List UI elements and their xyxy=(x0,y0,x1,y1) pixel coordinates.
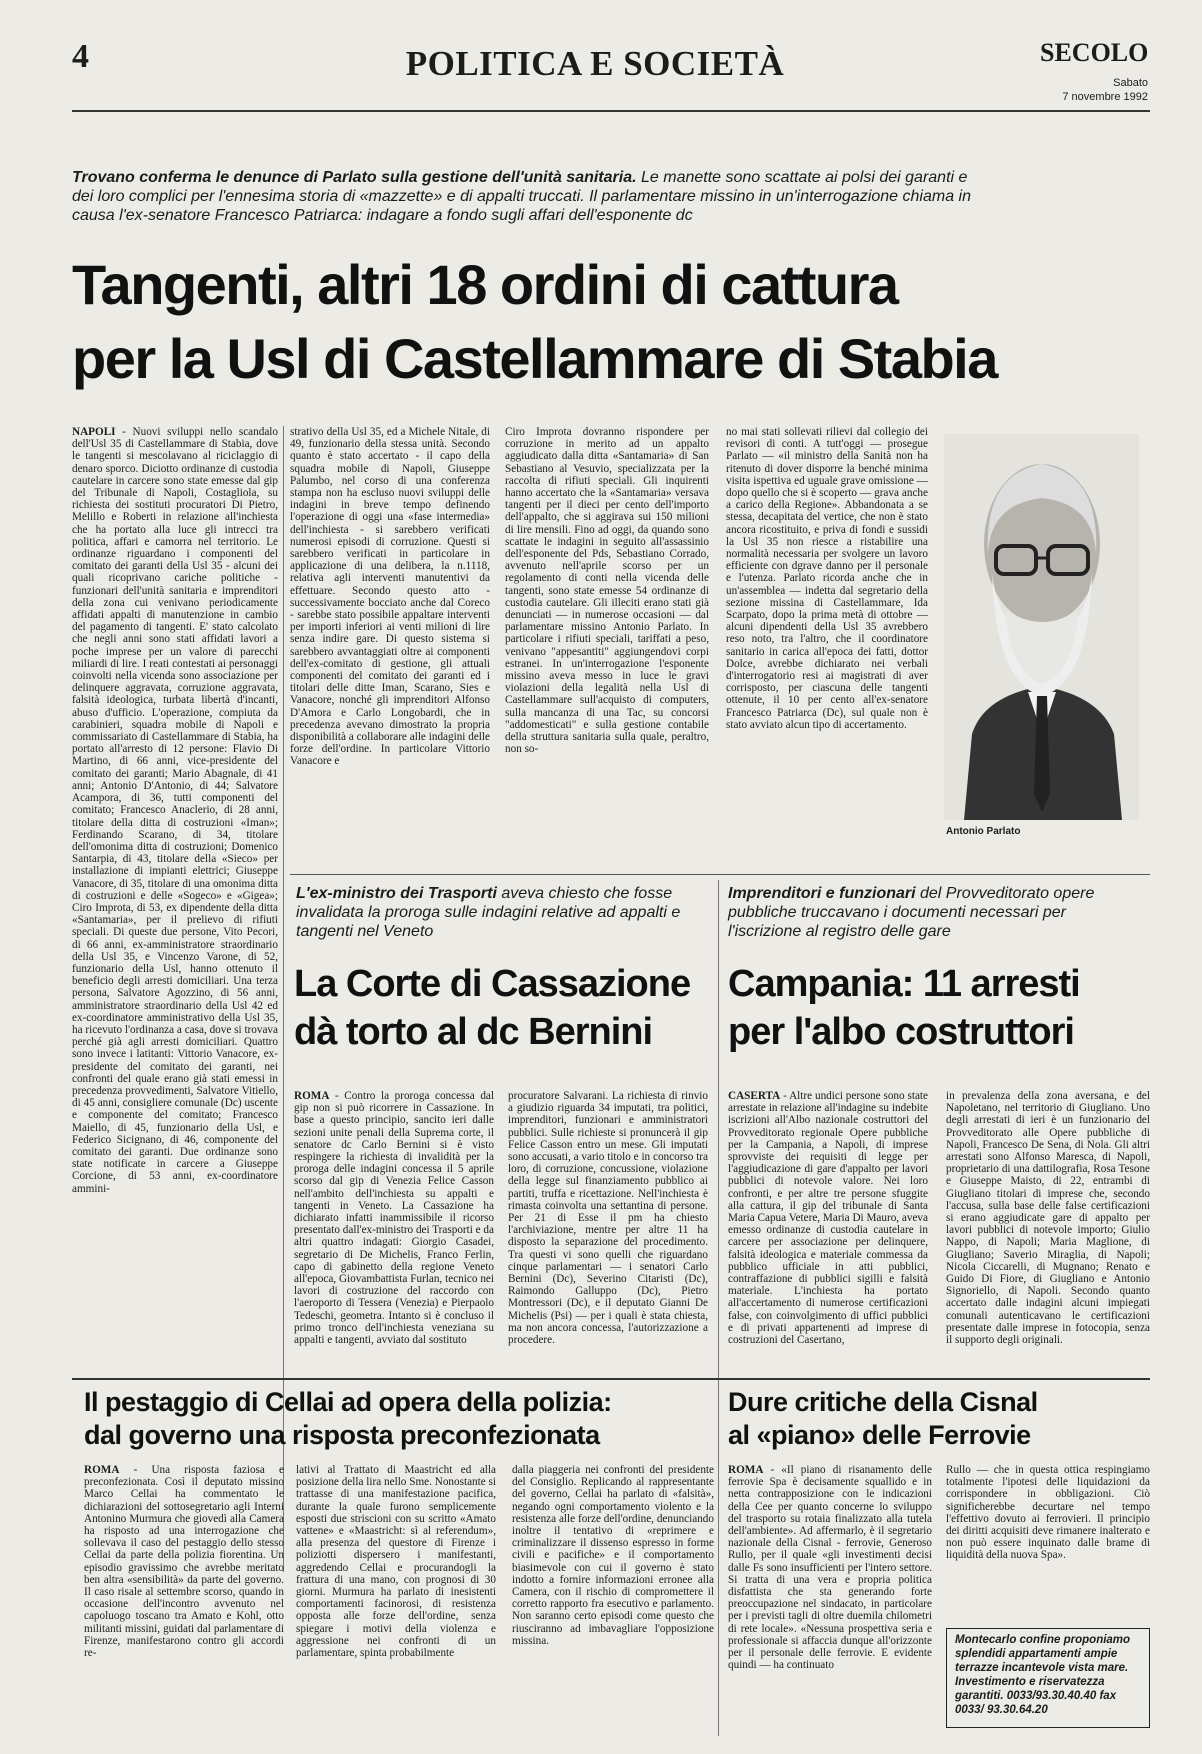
story2-headline-line2: dà torto al dc Bernini xyxy=(294,1011,653,1053)
story2-kicker xyxy=(296,884,706,941)
masthead-logo: SECOLO xyxy=(1040,38,1149,67)
story2-kicker-bold: L'ex-ministro dei Trasporti xyxy=(296,885,497,902)
main-kicker-bold: Trovano conferma le denunce di Parlato sulla gestione dell'unità sanitaria. xyxy=(72,169,637,186)
story2-dateline: ROMA xyxy=(294,1090,330,1102)
story2-col2: procuratore Salvarani. La richiesta di rinvio a giudizio riguarda 34 imputati, tra politici, imprenditori, funzionari e amministratori pubblici. Sulle richieste si pronuncerà il gip Felice Casson entro un mese. Gli imputati sono accusati, a vario titolo e in concorso tra loro, di corruzione, concussione, violazione della legge sul finanziamento pubblico ai partiti, truffa e ricettazione. Nell'inchiesta è rimasta coinvolta una settantina di persone. Per 21 di Esse il pm ha chiesto l'archiviazione, mentre per altre 11 ha disposto la separazione del procedimento. Tra questi vi sono quelli che riguardano cinque parlamentari — i senatori Carlo Bernini (Dc), Severino Citaristi (Dc), Raimondo Galluppo (Dc), Pietro Montressori (Dc), e il deputato Gianni De Michelis (Psi) — per i quali è stata chiesta, ma non ancora concessa, l'autorizzazione a procedere. xyxy=(508,1090,708,1347)
column-rule xyxy=(718,1384,719,1736)
story2-headline xyxy=(294,960,714,1056)
photo-caption: Antonio Parlato xyxy=(946,826,1021,837)
main-dateline: NAPOLI xyxy=(72,426,116,438)
story5-headline-line1: Dure critiche della Cisnal xyxy=(728,1387,1038,1417)
story3-kicker-rest: del Provveditorato opere pubbliche truccavano i documenti necessari per l'iscrizione al registro delle gare xyxy=(728,885,1095,940)
main-article-col2: strativo della Usl 35, ed a Michele Nitale, di 49, funzionario della stessa unità. Secondo quanto è stato accertato - il capo della squadra mobile di Napoli, Giuseppe Palumbo, nel corso di una conferenza stampa non ha escluso nuovi sviluppi delle indagini in breve tempo definendo l'operazione di oggi una «fase intermedia» dell'inchiesta - si sarebbero verificati numerosi episodi di corruzione. Questi si sarebbero verificati in particolare in applicazione di una delibera, la n.1118, relativa agli interventi manutentivi da effettuare. Secondo questo atto - successivamente bocciato anche dal Coreco - sarebbe stato possibile appaltare interventi per importi inferiori ai venti milioni di lire senza indire gare. Di questo sistema si sarebbero avvantaggiati oltre ai componenti dell'ex-comitato di gestione, gli attuali componenti del comitato dei garanti ed i titolari delle ditte Iman, Scarano, Sies e Vanacore, nonché gli imprenditori Alfonso D'Amora e Carlo Longobardi, che in precedenza avevano dimostrato la propria disponibilità a collaborare alle indagini delle forze dell'ordine. In particolare Vittorio Vanacore e xyxy=(290,426,490,768)
story2-headline-line1: La Corte di Cassazione xyxy=(294,963,691,1005)
story4-col2: lativi al Trattato di Maastricht ed alla posizione della lira nello Sme. Nonostante si trattasse di una manifestazione pacifica, durante la quale furono semplicemente esposti due striscioni con su scritto «Amato vattene» e «Maastricht: sì al referendum», alla presenza del questore di Firenze i poliziotti dispersero i manifestanti, aggredendo Cellai e procurandogli la frattura di una mano, con prognosi di 30 giorni. Murmura ha parlato di inesistenti comportamenti facinorosi, di resistenza opposta alle forze dell'ordine, senza spiegare i motivi della violenza e aggressione nei confronti di un parlamentare, spinta probabilmente xyxy=(296,1464,496,1660)
main-headline-line1: Tangenti, altri 18 ordini di cattura xyxy=(72,253,898,316)
main-col1-text: - Nuovi sviluppi nello scandalo dell'Usl 35 di Castellammare di Stabia, dove le tangenti si mescolavano al riciclaggio di denaro sporco. Diciotto ordinanze di custodia cautelare in carcere sono state emesse dal gip del Tribunale di Napoli, Costagliola, su richiesta dei sostituti procuratori Di Pietro, Melillo e Roberti in relazione all'inchiesta che ha portato alla luce gli intrecci tra politica, affari e camorra nel territorio. Le ordinanze riguardano i componenti del comitato dei garanti della Usl 35 - alcuni dei quali ricoprivano cariche politiche - funzionari dell'unità sanitaria e imprenditori della zona cui venivano periodicamente affidati appalti di manutenzione in cambio del pagamento di tangenti. E' stato calcolato che negli anni sono stati affidati lavori a poche imprese per un valore di parecchi miliardi di lire. I reati contestati ai personaggi coinvolti nella vicenda sono associazione per delinquere aggravata, corruzione aggravata, falsità ideologica, turbata libertà d'incanti, abuso d'ufficio. L'operazione, compiuta da carabinieri, squadra mobile di Napoli e commissariato di Castellammare di Stabia, ha portato all'arresto di 12 persone: Flavio Di Martino, di 66 anni, vice-presidente del comitato dei garanti; Mario Abagnale, di 41 anni; Antonio D'Antonio, di 44; Salvatore Acampora, di 36, tutti componenti del comitato; Francesco Anaclerio, di 28 anni, titolare della ditta di costruzioni «Iman»; Ferdinando Scarano, di 34, titolare dell'omonima ditta di costruzioni; Domenico Santarpia, di 43, titolare della «Sieco» per installazione di impianti elettrici; Giuseppe Vanacore, di 35, titolare di una omonima ditta di costruzioni e delle «Sogeco» e «Gigea»; Ciro Improta, di 53, ex dipendente della ditta «Santamaria», per il prelievo di rifiuti speciali. Di queste due persone, Vito Pecori, di 66 anni, ex-amministratore straordinario della Usl 35, e Vincenzo Varone, di 52, funzionario della Usl, hanno ottenuto il beneficio degli arresti domiciliari. Una terza persona, Salvatore Agozzino, di 56 anni, amministratore straordinario della Usl 42 ed ex-coordinatore amministrativo della Usl 35, ha ricevuto l'ordinanza a casa, dove si trovava perché già agli arresti domiciliari. Quattro sono invece i latitanti: Vittorio Vanacore, ex-presidente del comitato dei garanti, nei confronti del quale erano già stati emessi in precedenza provvedimenti, Salvatore Vitiello, di 45 anni, consigliere comunale (Dc) uscente e componente del comitato; Francesco Maiello, di 45, funzionario della Usl, e Federico Sicignano, di 46, componente del comitato dei garanti. Due ordinanze sono state notificate in carcere a Giuseppe Corcione, di 53 anni, ex-coordinatore ammini- xyxy=(72,426,278,1195)
issue-date xyxy=(1000,76,1148,104)
main-headline-line2: per la Usl di Castellammare di Stabia xyxy=(72,327,997,390)
main-article-col3: Ciro Improta dovranno rispondere per corruzione in merito ad un appalto aggiudicato dalla ditta «Santamaria» di San Sebastiano al Vesuvio, specializzata per la raccolta di rifiuti speciali. Gli inquirenti hanno accertato che la «Santamaria» versava tangenti per il dieci per cento dell'importo dell'appalto, che si aggirava sui 150 milioni di lire mensili. Fino ad oggi, da quando sono scattate le indagini in seguito all'assassinio dell'esponente del Pds, Sebastiano Corrado, avvenuto nell'aprile scorso per un regolamento di conti nella vicenda delle tangenti, sono state emesse 54 ordinanze di custodia cautelare. Gli illeciti erano stati già denunciati — in numerose occasioni — dal parlamentare missino Antonio Parlato. In particolare i rifiuti speciali, tariffati a peso, venivano "appesantiti" aggiungendovi corpi estranei. In un'interrogazione l'esponente missino aveva messo in luce le gravi violazioni della legalità nella Usl di Castellammare sull'acquisto di computers, sulla mancanza di una Tac, su concorsi "addomesticati" e sulla gestione contabile della struttura sanitaria sulla quale, peraltro, non so- xyxy=(505,426,709,756)
story3-kicker xyxy=(728,884,1138,941)
story3-headline-line1: Campania: 11 arresti xyxy=(728,963,1080,1005)
story3-col1-text: - Altre undici persone sono state arrestate in relazione all'indagine su indebite iscrizioni all'Albo nazionale costruttori del Provveditorato regionale Opere pubbliche per la Campania, a Napoli, di imprese sprovviste dei requisiti di legge per l'aggiudicazione di gare d'appalto per lavori pubblici di notevole valore. Nei loro confronti, e per altre tre persone sfuggite alla cattura, il gip del tribunale di Santa Maria Capua Vetere, Maria Di Mauro, aveva emesso ordinanze di custodia cautelare in carcere per associazione per delinquere, falsità ideologica e materiale commessa da pubblico ufficiale in atti pubblici, contraffazione di pubblici sigilli e falsità materiale. L'inchiesta ha portato all'accertamento di numerose certificazioni false, con coinvolgimento di uffici pubblici e di privati appartenenti ad imprese di costruzioni del Casertano, xyxy=(728,1090,928,1347)
story3-col2: in prevalenza della zona aversana, e del Napoletano, nel territorio di Giugliano. Uno degli arrestati di ieri è un funzionario del Provveditorato alle Opere pubbliche di Napoli, Francesco De Sena, di Nola. Gli altri arrestati sono Alfonso Maresca, di Napoli, proprietario di una dattilografia, Rosa Tesone e Giuseppe Maisto, di 22, entrambi di Giugliano titolari di imprese che, secondo l'accusa, sulla base delle false certificazioni si erano aggiudicate gare di appalto per lavori pubblici di notevole importo; Giulio Nappo, di Napoli; Maria Maglione, di Giugliano; Saverio Miraglia, di Napoli; Nicola Ciccarelli, di Mugnano; Renato e Guido Di Fiore, di Giugliano e Antonio Signoriello, di Napoli. Secondo quanto accertato dalle indagini alcuni impiegati comunali autenticavano le certificazioni presentate dalle imprese in fotocopia, senza il supporto degli originali. xyxy=(946,1090,1150,1347)
section-title: POLITICA E SOCIETÀ xyxy=(405,44,785,83)
story2-col1-text: - Contro la proroga concessa dal gip non si può ricorrere in Cassazione. In base a questo principio, sancito ieri dalle sezioni unite penali della Suprema corte, il senatore dc Carlo Bernini si è visto respingere la richiesta di invalidità per la proroga delle indagini concessa il 5 aprile scorso dal gip di Venezia Felice Casson nell'ambito dell'inchiesta su appalti e tangenti in Veneto. La Cassazione ha dichiarato infatti inammissibile il ricorso presentato dall'ex-ministro dei Trasporti e da altri quattro indagati: Giorgio Casadei, segretario di De Michelis, Franco Ferlin, capo di gabinetto della regione Veneto all'epoca, Giovambattista Furlan, tecnico nei lavori di costruzione del raccordo con l'aeroporto di Tessera (Venezia) e Pierpaolo Tedeschi, geometra. Intanto si è concluso il primo tronco dell'inchiesta veneziana su appalti e tangenti, avviato dal sostituto xyxy=(294,1090,494,1347)
classified-ad: Montecarlo confine proponiamo splendidi appartamenti ampie terrazze incantevole vista mare. Investimento e riservatezza garantiti. 0033/93.30.40.40 fax 0033/ 93.30.64.20 xyxy=(946,1628,1150,1728)
issue-date-text: 7 novembre 1992 xyxy=(1062,91,1148,103)
story5-col1-text: - «Il piano di risanamento delle ferrovie Spa è decisamente squallido e in netta contrapposizione con le indicazioni della Cee per quanto concerne lo sviluppo del trasporto su rotaia finalizzato alla tutela dell'ambiente». Ad affermarlo, è il segretario nazionale della Cisnal - ferrovie, Generoso Rullo, per il quale «gli investimenti decisi dalle Fs sono insufficienti per l'intero settore. Si tratta di una vera e propria politica disfattista che sta generando forte preoccupazione nel sindacato, in particolare per i previsti tagli di oltre duemila chilometri di rete locale». «Nessuna prospettiva seria e professionale si affaccia dunque all'orizzonte per il personale delle ferrovie. E evidente quindi — ha continuato xyxy=(728,1464,932,1672)
main-kicker-rest: Le manette sono scattate ai polsi dei garanti e dei loro complici per l'ennesima storia di «mazzette» e di appalti truccati. Il parlamentare missino in un'interrogazione chiama in causa l'ex-senatore Francesco Patriarca: indagare a fondo sugli affari dell'esponente dc xyxy=(72,169,971,224)
story4-col3: dalla piaggeria nei confronti del presidente del Consiglio. Replicando al rappresentante del governo, Cellai ha parlato di «falsità», negando ogni comportamento violento e la resistenza alle forze dell'ordine, denunciando inoltre il tentativo di «reprimere e criminalizzare il dissenso espresso in forme civili e pacifiche» e il comportamento biasimevole con cui il governo è stato indotto a fornire informazioni erronee alla Camera, con il rischio di compromettere il corretto rapporto fra esecutivo e parlamento. Non saranno certo episodi come questo che riusciranno ad imbavagliare l'opposizione missina. xyxy=(512,1464,714,1647)
story2-kicker-rest: aveva chiesto che fosse invalidata la proroga sulle indagini relative ad appalti e tangenti nel Veneto xyxy=(296,885,681,940)
story3-headline-line2: per l'albo costruttori xyxy=(728,1011,1074,1053)
issue-day: Sabato xyxy=(1113,77,1148,89)
story4-headline-line1: Il pestaggio di Cellai ad opera della polizia: xyxy=(84,1387,612,1417)
bottom-section-rule xyxy=(72,1378,1150,1380)
section-divider xyxy=(290,874,1150,875)
main-kicker xyxy=(72,168,972,225)
main-article-col4: no mai stati sollevati rilievi dal collegio dei revisori di conti. A tutt'oggi — prosegue Parlato — «il ministro della Sanità non ha ritenuto di dover disporre la benché minima visita ispettiva ed uguale grave omissione — dopo quello che si è scoperto — grava anche a carico della Regione». Abbandonata a se stessa, decapitata del vertice, che non è stato ancora ricostituito, e priva di fondi e sussidi la Usl 35 non riesce a ristabilire una normalità necessaria per svolgere un lavoro efficiente con dgrave danno per il personale e l'utenza. Parlato ricorda anche che in un'assemblea — indetta dal segretario della sezione missina di Castellammare, Ida Scarpato, dopo la prima metà di ottobre — alcuni dipendenti della Usl 35 avrebbero reso noto, tra l'altro, che il coordinatore sanitario in carica all'epoca dei fatti, dottor Dolce, avrebbe dichiarato nei verbali d'interrogatorio resi ai magistrati di aver corrisposto, per ciascuna delle tangenti ottenute, il 10 per cento all'ex-senatore Francesco Patriarca (Dc), sul quale non è stato avviato alcun tipo di accertamento. xyxy=(726,426,928,731)
portrait-photo xyxy=(944,434,1139,820)
story5-col2: Rullo — che in questa ottica respingiamo totalmente l'ipotesi delle liquidazioni da corrispondere in obbligazioni. Ciò significherebbe decurtare nel tempo l'effettivo dovuto ai ferrovieri. Il principio dei diritti acquisiti deve rimanere inalterato e non può essere inquinato dalle brame di liquidità della nuova Spa». xyxy=(946,1464,1150,1562)
story5-headline xyxy=(728,1386,1148,1452)
header-rule xyxy=(72,110,1150,112)
story4-dateline: ROMA xyxy=(84,1464,120,1476)
main-headline xyxy=(72,248,1150,396)
story4-headline xyxy=(84,1386,744,1452)
story5-headline-line2: al «piano» delle Ferrovie xyxy=(728,1420,1031,1450)
story5-col1 xyxy=(728,1464,932,1736)
story4-col1 xyxy=(84,1464,284,1736)
story3-headline xyxy=(728,960,1148,1056)
page-number: 4 xyxy=(72,38,89,75)
story3-kicker-bold: Imprenditori e funzionari xyxy=(728,885,916,902)
story4-headline-line2: dal governo una risposta preconfezionata xyxy=(84,1420,600,1450)
story5-dateline: ROMA xyxy=(728,1464,764,1476)
story3-dateline: CASERTA xyxy=(728,1090,781,1102)
story4-col1-text: - Una risposta faziosa e preconfezionata. Così il deputato missino Marco Cellai ha commentato le dichiarazioni del sottosegretario agli Interni Antonino Murmura che giovedì alla Camera ha risposto ad una interrogazione che sollevava il caso del pestaggio dello stesso Cellai da parte della polizia fiorentina. Un episodio gravissimo che avrebbe meritato ben altra «sensibilità» da parte del governo. Il caso risale al settembre scorso, quando in occasione dell'incontro avvenuto nel capoluogo toscano tra Amato e Kohl, otto militanti missini, guidati dal parlamentare di Firenze, manifestarono contro gli accordi re- xyxy=(84,1464,284,1660)
